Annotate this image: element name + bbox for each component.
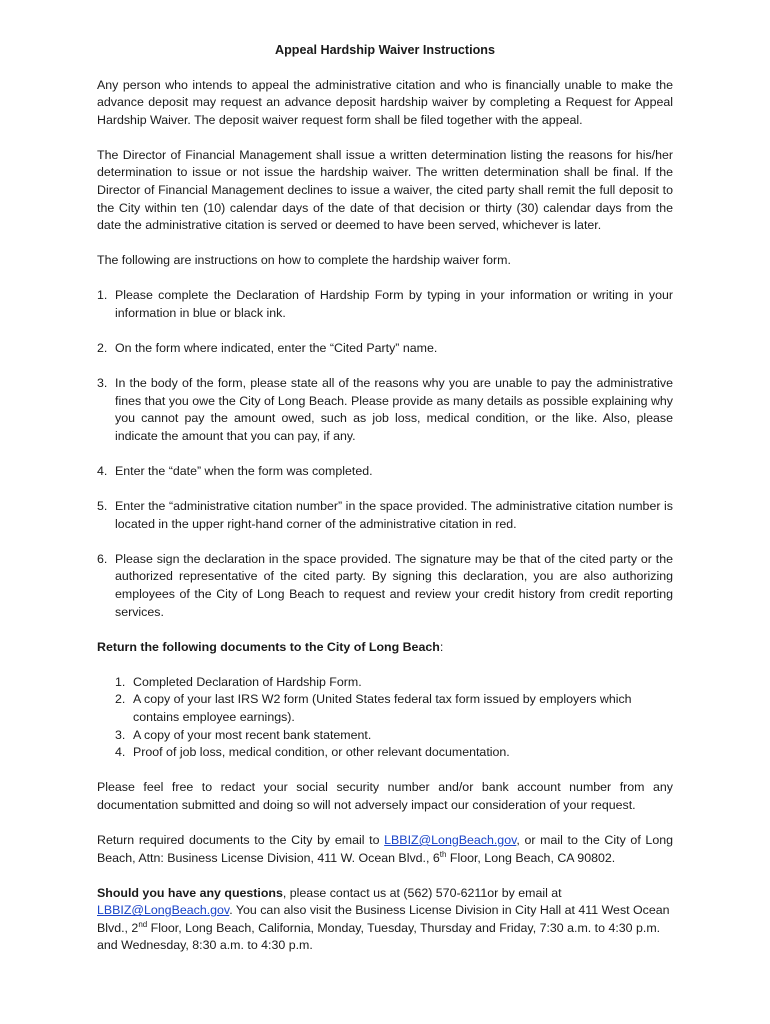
required-documents-list [115, 674, 673, 762]
instruction-step: 5. Enter the “administrative citation number” in the space provided. The administrative citation number is located in the upper right-hand corner of the administrative citation in red. [97, 499, 673, 531]
determination-paragraph: The Director of Financial Management shall issue a written determination listing the reasons for his/her determination to issue or not issue the hardship waiver. The written determination shall be final. If the Director of Financial Management declines to issue a waiver, the cited party shall remit the full deposit to the City within ten (10) calendar days of the date of that decision or thirty (30) calendar days from the date the administrative citation is served or deemed to have been served, whichever is later. [97, 147, 673, 233]
instruction-step: 1. Please complete the Declaration of Hardship Form by typing in your information or writing in your information in blue or black ink. [97, 288, 673, 321]
document-page [97, 42, 673, 973]
document-title: Appeal Hardship Waiver Instructions [275, 43, 495, 57]
instructions-intro: The following are instructions on how to complete the hardship waiver form. [97, 253, 511, 268]
redact-paragraph: Please feel free to redact your social security number and/or bank account number from any documentation submitted and doing so will not adversely impact our consideration of your request. [97, 780, 673, 812]
document-item: 4. Proof of job loss, medical condition, or other relevant documentation. [115, 745, 510, 760]
document-item: 3. A copy of your most recent bank statement. [115, 727, 372, 742]
intro-paragraph: Any person who intends to appeal the administrative citation and who is financially unable to make the advance deposit may request an advance deposit hardship waiver by completing a Request for Appeal Hardship Waiver. The deposit waiver request form shall be filed together with the appeal. [97, 77, 673, 127]
instruction-step: 6. Please sign the declaration in the space provided. The signature may be that of the cited party or the authorized representative of the cited party. By signing this declaration, you are also authorizing employees of the City of Long Beach to request and review your credit history from credit reporting services. [97, 551, 673, 619]
email-link[interactable]: LBBIZ@LongBeach.gov [384, 833, 517, 847]
instruction-step: 3. In the body of the form, please state all of the reasons why you are unable to pay the administrative fines that you owe the City of Long Beach. Please provide as many details as possible explaining why you cannot pay the amount owed, such as job loss, medical condition, or the like. Also, please indicate the amount that you can pay, if any. [97, 376, 673, 443]
mail-paragraph: Return required documents to the City by email to LBBIZ@LongBeach.gov, or mail to the City of Long Beach, Attn: Business License Division, 411 W. Ocean Blvd., 6th Floor, Long Beach, CA 90802. [97, 833, 673, 865]
return-heading: Return the following documents to the City of Long Beach: [97, 639, 444, 654]
instruction-steps [97, 287, 673, 621]
document-item: 2. A copy of your last IRS W2 form (United States federal tax form issued by employers which contains employee earnings). [115, 692, 632, 725]
questions-paragraph: Should you have any questions, please contact us at (562) 570-6211or by email at LBBIZ@LongBeach.gov. You can also visit the Business License Division in City Hall at 411 West Ocean Blvd., 2nd Floor, Long Beach, California, Monday, Tuesday, Thursday and Friday, 7:30 a.m. to 4:30 p.m. and Wednesday, 8:30 a.m. to 4:30 p.m. [97, 885, 670, 953]
email-link[interactable]: LBBIZ@LongBeach.gov [97, 903, 230, 918]
instruction-step: 4. Enter the “date” when the form was completed. [97, 464, 373, 479]
instruction-step: 2. On the form where indicated, enter the “Cited Party” name. [97, 341, 438, 356]
document-item: 1. Completed Declaration of Hardship Form. [115, 674, 362, 689]
